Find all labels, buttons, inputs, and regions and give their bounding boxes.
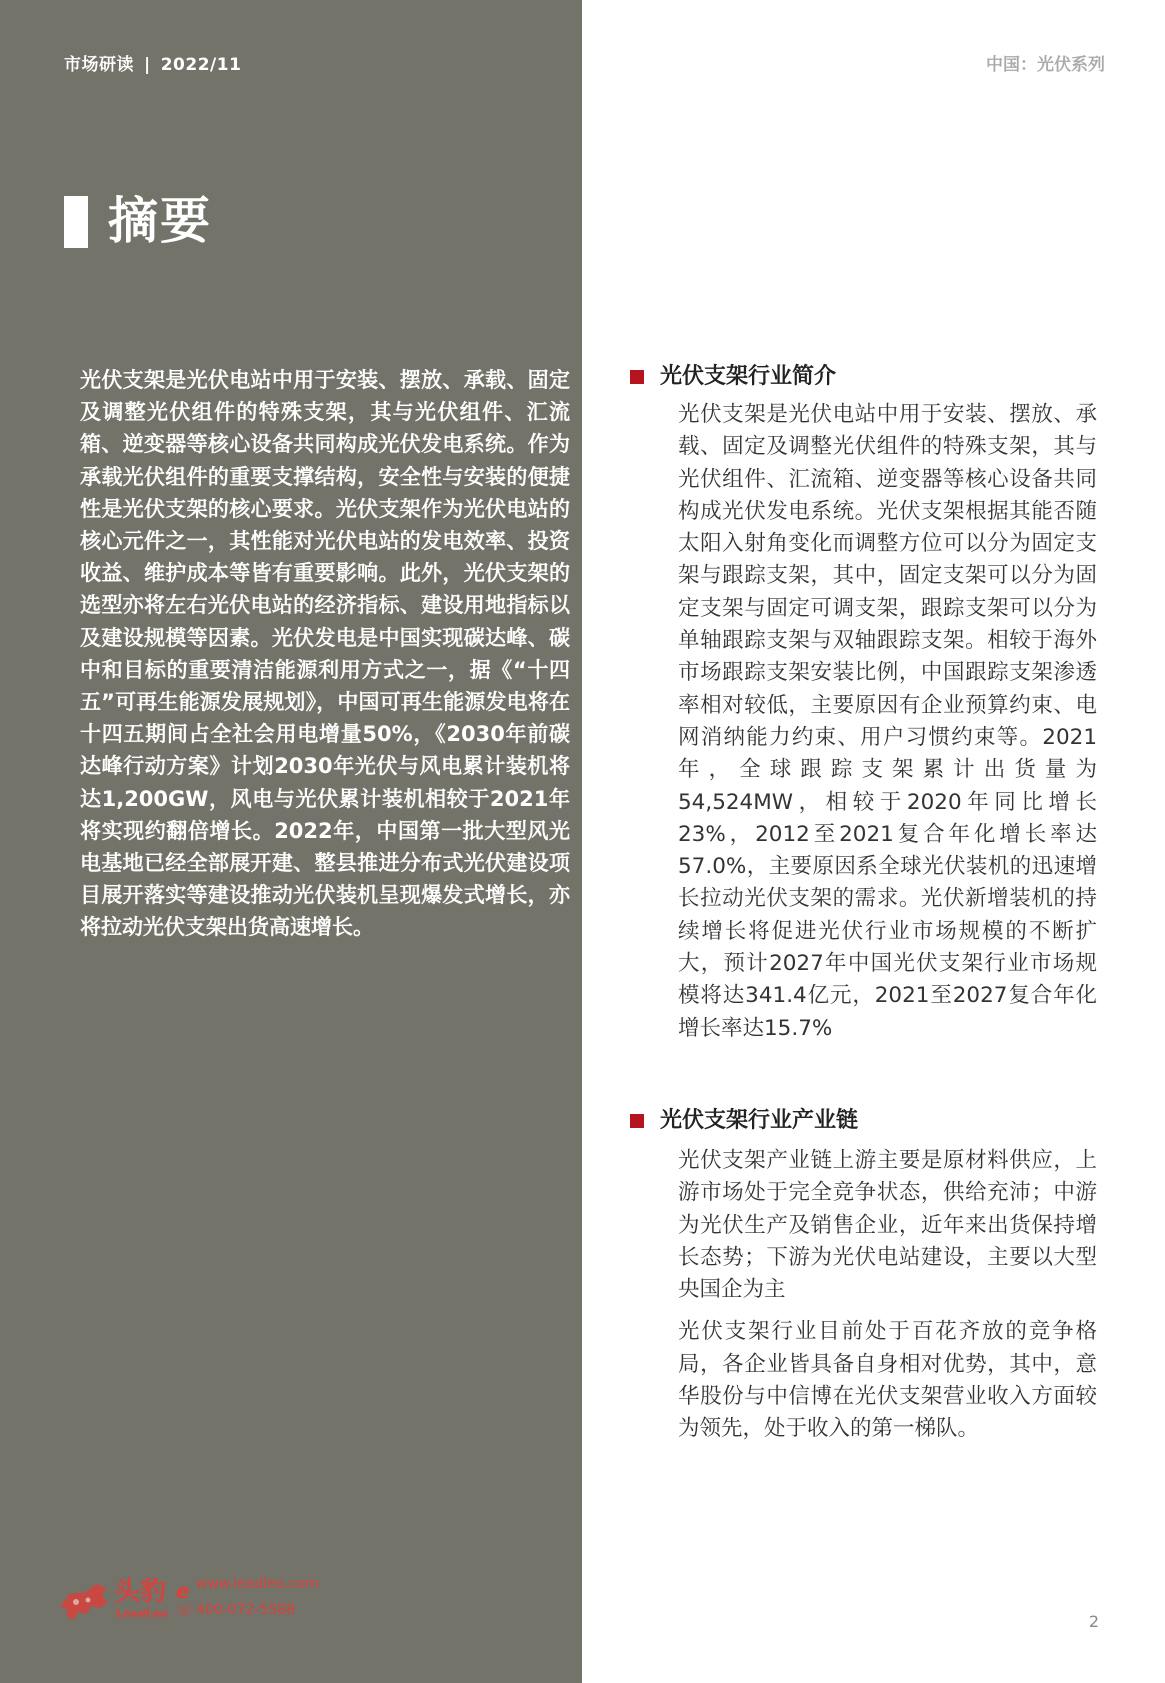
title-bar	[64, 196, 88, 248]
summary-text: 光伏支架是光伏电站中用于安装、摆放、承载、固定及调整光伏组件的特殊支架，其与光伏组件、汇流箱、逆变器等核心设备共同构成光伏发电系统。作为承载光伏组件的重要支撑结构，安全性与安装的便捷性是光伏支架的核心要求。光伏支架作为光伏电站的核心元件之一，其性能对光伏电站的发电效率、投资收益、维护成本等皆有重要影响。此外，光伏支架的选型亦将左右光伏电站的经济指标、建设用地指标以及建设规模等因素。光伏发电是中国实现碳达峰、碳中和目标的重要清洁能源利用方式之一，据《“十四五”可再生能源发展规划》，中国可再生能源发电将在十四五期间占全社会用电增量50%，《2030年前碳达峰行动方案》计划2030年光伏与风电累计装机将达1,200GW，风电与光伏累计装机相较于2021年将实现约翻倍增长。2022年，中国第一批大型风光电基地已经全部展开建、整县推进分布式光伏建设项目展开落实等建设推动光伏装机呈现爆发式增长，亦将拉动光伏支架出货高速增长。	[80, 368, 570, 940]
phone-icon: ☏	[176, 1603, 194, 1619]
section-paragraph: 光伏支架是光伏电站中用于安装、摆放、承载、固定及调整光伏组件的特殊支架，其与光伏组件、汇流箱、逆变器等核心设备共同构成光伏发电系统。光伏支架根据其能否随太阳入射角变化而调整方位可以分为固定支架与跟踪支架，其中，固定支架可以分为固定支架与固定可调支架，跟踪支架可以分为单轴跟踪支架与双轴跟踪支架。相较于海外市场跟踪支架安装比例，中国跟踪支架渗透率相对较低，主要原因有企业预算约束、电网消纳能力约束、用户习惯约束等。2021年，全球跟踪支架累计出货量为54,524MW，相较于2020年同比增长23%，2012至2021复合年化增长率达57.0%，主要原因系全球光伏装机的迅速增长拉动光伏支架的需求。光伏新增装机的持续增长将促进光伏行业市场规模的不断扩大，预计2027年中国光伏支架行业市场规模将达341.4亿元，2021至2027复合年化增长率达15.7%	[678, 402, 1097, 1041]
section-header	[627, 1107, 1097, 1141]
series-label: 中国：光伏系列	[986, 55, 1105, 75]
page-title: 摘要	[108, 192, 212, 250]
section-industry-intro	[627, 363, 1097, 1045]
leadleo-logo	[56, 1572, 356, 1630]
section-paragraph: 光伏支架行业目前处于百花齐放的竞争格局，各企业皆具备自身相对优势，其中，意华股份与中信博在光伏支架营业收入方面较为领先，处于收入的第一梯队。	[678, 1319, 1097, 1442]
website-text: www.leadleo.com	[196, 1576, 319, 1592]
header-separator: |	[144, 55, 151, 75]
brand-en: LeadLeo	[116, 1607, 168, 1620]
section-title: 光伏支架行业简介	[660, 364, 837, 389]
page-number: 2	[1088, 1612, 1099, 1631]
report-date: 2022/11	[160, 55, 242, 75]
report-category: 市场研读	[64, 55, 134, 75]
section-title: 光伏支架行业产业链	[660, 1108, 859, 1133]
section-industry-chain	[627, 1107, 1097, 1446]
phone-text: 400-072-5588	[196, 1602, 296, 1618]
square-bullet-icon	[630, 1114, 644, 1128]
leopard-icon	[60, 1584, 108, 1620]
header-left	[64, 50, 241, 75]
square-bullet-icon	[630, 370, 644, 384]
section-paragraph: 光伏支架产业链上游主要是原材料供应，上游市场处于完全竞争状态，供给充沛；中游为光伏生产及销售企业，近年来出货保持增长态势；下游为光伏电站建设，主要以大型央国企为主	[678, 1148, 1097, 1303]
e-icon: e	[176, 1579, 190, 1603]
brand-cn: 头豹	[114, 1577, 167, 1607]
section-header	[627, 363, 1097, 397]
